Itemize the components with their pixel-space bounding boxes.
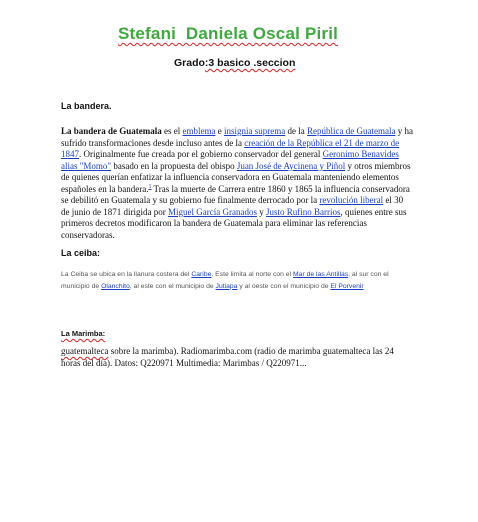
text-run: y otros miembros de quienes querían enfatizar la influencia conservadora en Guatemala manteniendo elementos españoles en la bandera. [61,160,411,194]
link-barrios[interactable]: Justo Rufino Barrios [265,206,341,217]
bold-term: La bandera de Guatemala [61,126,162,136]
heading-marimba [61,329,105,338]
link-emblema[interactable]: emblema [182,126,216,136]
paragraph-bandera [61,126,413,241]
text-run: y ha sufrido transformaciones desde incluso antes de la [61,126,413,148]
link-jutiapa[interactable]: Jutiapa [215,282,238,290]
link-benavides[interactable]: Geronimo Benavides alias "Momo" [61,149,399,171]
text-run: La Ceiba se ubica en la llanura costera del [61,271,192,278]
text-run: es el [161,126,183,136]
text-run: . Este limita al norte con el [211,271,293,278]
marimba-term: guatemalteca [61,346,109,356]
link-republica[interactable]: República de Guatemala [307,126,396,136]
grade-value: :3 basico .seccion [204,57,296,69]
text-run: , al sur con el municipio de [61,271,389,290]
marimba-heading-text: La Marimba: [61,329,106,338]
heading-bandera: La bandera. [61,101,112,111]
student-name-title: Stefani Daniela Oscal Piril [118,24,339,43]
text-run: y [256,206,266,217]
text-run: Tras la muerte de Carrera entre 1860 y 1865 la influencia conservadora se debilitó en Guatemala y su gobierno fue finalmente derrocado por la [61,183,410,205]
link-el-porvenir[interactable]: El Porvenir [330,282,364,290]
link-caribe[interactable]: Caribe [191,271,212,278]
text-run: e [215,126,225,136]
link-mar-antillas[interactable]: Mar de las Antillas [293,271,349,278]
paragraph-ceiba [61,269,417,292]
paragraph-marimba [61,346,413,369]
text-run: sobre la marimba). Radiomarimba.com (radio de marimba guatemalteca las 24 horas del día). Datos: Q220971 Multimedia: Marimbas / Q220971... [61,346,394,368]
link-aycinena[interactable]: Juan José de Aycinena y Piñol [236,160,346,171]
link-revolucion[interactable]: revolución liberal [319,195,384,205]
link-olanchito[interactable]: Olanchito [101,282,130,290]
link-creacion[interactable]: creación de la República el 21 de marzo de 1847 [61,137,400,159]
heading-ceiba: La ceiba: [61,248,101,258]
text-run: basado en la propuesta del obispo [111,160,237,171]
grade-label: Grado [174,57,205,69]
footnote-1[interactable]: 1 [148,183,152,190]
text-run: y al oeste con el municipio de [237,282,331,290]
text-run: de la [285,126,308,136]
text-run: . Originalmente fue creada por el gobierno conservador del general [79,149,323,159]
text-run: , al este con el municipio de [129,282,216,290]
text-run: el 30 de junio de 1871 dirigida por [61,195,404,217]
link-granados[interactable]: Miguel García Granados [167,206,257,217]
text-run: , quienes entre sus primeros decretos modificaron la bandera de Guatemala para eliminar las referencias conservadoras. [61,206,407,240]
link-insignia[interactable]: insignia suprema [224,126,286,136]
grade-line [174,57,295,69]
